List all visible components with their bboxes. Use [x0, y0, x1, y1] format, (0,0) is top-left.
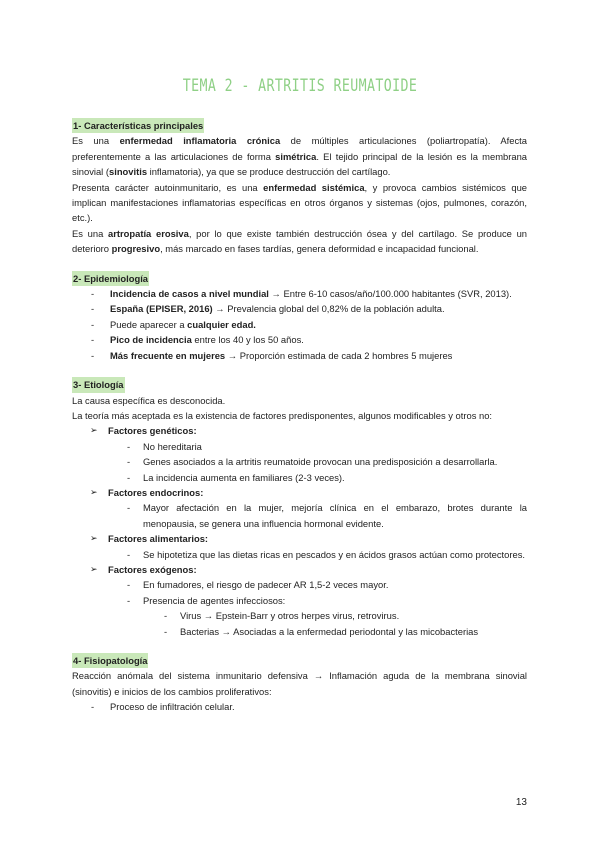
- bullet-list: [108, 577, 527, 639]
- bold-text: Pico de incidencia: [110, 334, 192, 346]
- bullet-list: [72, 699, 527, 714]
- list-item-text: Presencia de agentes infecciosos:: [143, 594, 286, 606]
- paragraph: [72, 133, 527, 179]
- factor-label: Factores genéticos:: [108, 425, 197, 437]
- list-item: - En fumadores, el riesgo de padecer AR 1,5-2 veces mayor.: [72, 577, 527, 592]
- factor-label: Factores endocrinos:: [108, 486, 204, 498]
- list-item: - Mayor afectación en la mujer, mejoría clínica en el embarazo, brotes durante la menopausia, se genera una influencia hormonal evidente.: [72, 500, 527, 531]
- bold-text: enfermedad inflamatoria crónica: [119, 135, 281, 147]
- text-run: entre los 40 y los 50 años.: [191, 334, 304, 346]
- text-run: Presenta carácter autoinmunitario, es una: [72, 181, 264, 193]
- text-run: Puede aparecer a: [110, 318, 188, 330]
- text-run: inflamatoria), ya que se produce destrucción del cartílago.: [147, 166, 391, 178]
- text-run: , más marcado en fases tardías, genera deformidad e incapacidad funcional.: [160, 243, 479, 255]
- bold-text: artropatía erosiva: [108, 227, 189, 239]
- factor-group: [72, 531, 527, 562]
- list-item: - Virus → Epstein-Barr y otros herpes virus, retrovirus.: [72, 608, 527, 623]
- section-header: 3- Etiología: [72, 377, 125, 392]
- list-item: [72, 286, 527, 301]
- bullet-list: [72, 286, 527, 363]
- factor-group: [72, 562, 527, 639]
- bullet-list: [108, 547, 527, 562]
- arrow-bullet-icon: ➢: [90, 563, 98, 574]
- bullet-list: [108, 439, 527, 485]
- text-run: Es una: [72, 135, 120, 147]
- section-fisiopatologia: [72, 653, 527, 715]
- list-item: - Proceso de infiltración celular.: [72, 699, 527, 714]
- paragraph: La causa específica es desconocida.: [72, 394, 226, 406]
- bold-text: cualquier edad.: [187, 318, 256, 330]
- text-run: . El tejido principal de la lesión es la membrana sinovial (: [72, 150, 527, 178]
- list-item: [72, 317, 527, 332]
- text-run: , por lo que existe también destrucción ósea y del cartílago. Se produce un deterioro: [72, 227, 527, 255]
- list-item: - Genes asociados a la artritis reumatoide provocan una predisposición a desarrollarla.: [72, 454, 527, 469]
- list-item: [72, 301, 527, 316]
- bold-text: España (EPISER, 2016): [110, 303, 213, 315]
- list-item: [72, 348, 527, 363]
- text-run: → Proporción estimada de cada 2 hombres 5 mujeres: [225, 349, 453, 361]
- arrow-bullet-icon: ➢: [90, 533, 98, 544]
- bold-text: simétrica: [275, 150, 317, 162]
- list-item: - La incidencia aumenta en familiares (2-3 veces).: [72, 470, 527, 485]
- bullet-list: [108, 500, 527, 531]
- factor-label: Factores alimentarios:: [108, 533, 209, 545]
- list-item: - Se hipotetiza que las dietas ricas en pescados y en ácidos grasos actúan como protectores.: [72, 547, 527, 562]
- bold-text: enfermedad sistémica: [263, 181, 365, 193]
- bold-text: Más frecuente en mujeres: [110, 349, 226, 361]
- text-run: Es una: [72, 227, 109, 239]
- text-run: de múltiples articulaciones (poliartropatía). Afecta preferentemente a las articulaciones de forma: [72, 135, 527, 162]
- section-caracteristicas: [72, 118, 527, 257]
- section-header: 2- Epidemiología: [72, 271, 149, 286]
- list-item: - Bacterias → Asociadas a la enfermedad periodontal y las micobacterias: [72, 624, 527, 639]
- factor-group: [72, 423, 527, 485]
- page-number: 13: [515, 797, 527, 808]
- list-item: [72, 593, 527, 639]
- factor-label: Factores exógenos:: [108, 563, 197, 575]
- factor-list: [72, 423, 527, 639]
- section-header: 1- Características principales: [72, 118, 204, 133]
- list-item: [72, 332, 527, 347]
- factor-group: [72, 485, 527, 531]
- text-run: → Entre 6-10 casos/año/100.000 habitantes (SVR, 2013).: [268, 288, 512, 300]
- paragraph: Reacción anómala del sistema inmunitario defensiva → Inflamación aguda de la membrana sinovial (sinovitis) e inicios de los cambios proliferativos:: [72, 670, 527, 697]
- paragraph: [72, 180, 527, 226]
- bullet-list: [143, 608, 527, 639]
- bold-text: progresivo: [111, 243, 161, 255]
- bold-text: sinovitis: [109, 166, 148, 178]
- section-etiologia: [72, 377, 527, 639]
- paragraph: La teoría más aceptada es la existencia de factores predisponentes, algunos modificables y otros no:: [72, 409, 493, 421]
- bold-text: Incidencia de casos a nivel mundial: [110, 288, 269, 300]
- section-header: 4- Fisiopatología: [72, 653, 148, 668]
- list-item: - No hereditaria: [72, 439, 527, 454]
- section-epidemiologia: [72, 271, 527, 363]
- page-title: TEMA 2 - ARTRITIS REUMATOIDE: [182, 76, 418, 96]
- arrow-bullet-icon: ➢: [90, 425, 98, 436]
- arrow-bullet-icon: ➢: [90, 486, 98, 497]
- text-run: , y provoca cambios sistémicos que implican manifestaciones inflamatorias específicas en otros órganos y sistemas (ojos, pulmones, corazón, etc.).: [72, 181, 528, 224]
- paragraph: [72, 226, 527, 257]
- text-run: → Prevalencia global del 0,82% de la población adulta.: [212, 303, 445, 315]
- document-body: [72, 118, 527, 729]
